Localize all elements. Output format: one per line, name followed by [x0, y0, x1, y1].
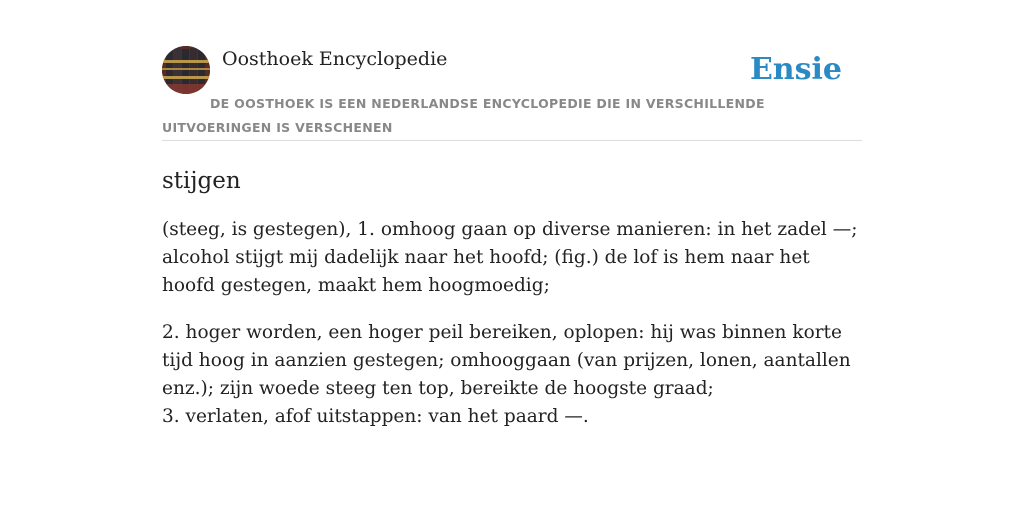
entry-title: stijgen: [162, 168, 241, 194]
site-description: DE OOSTHOEK IS EEN NEDERLANDSE ENCYCLOPEDIE DIE IN VERSCHILLENDE UITVOERINGEN IS VERSCHENEN: [162, 96, 765, 135]
site-header: [162, 46, 862, 141]
brand-logo[interactable]: Ensie: [749, 52, 842, 87]
site-title[interactable]: Oosthoek Encyclopedie: [222, 48, 448, 70]
page-container: [162, 46, 862, 427]
definition-sense-3: 3. verlaten, afof uitstappen: van het paard —.: [162, 406, 589, 427]
definition-sense-2: 2. hoger worden, een hoger peil bereiken, oplopen: hij was binnen korte tijd hoog in aanzien gestegen; omhooggaan (van prijzen, lonen, aantallen enz.); zijn woede steeg ten top, bereikte de hoogste graad;: [162, 322, 851, 399]
book-spines-icon[interactable]: [162, 46, 210, 94]
definition-paragraph-1: (steeg, is gestegen), 1. omhoog gaan op diverse manieren: in het zadel —; alcohol stijgt mij dadelijk naar het hoofd; (fig.) de lof is hem naar het hoofd gestegen, maakt hem hoogmoedig;: [162, 219, 858, 296]
definition-paragraph-2: [162, 319, 862, 431]
